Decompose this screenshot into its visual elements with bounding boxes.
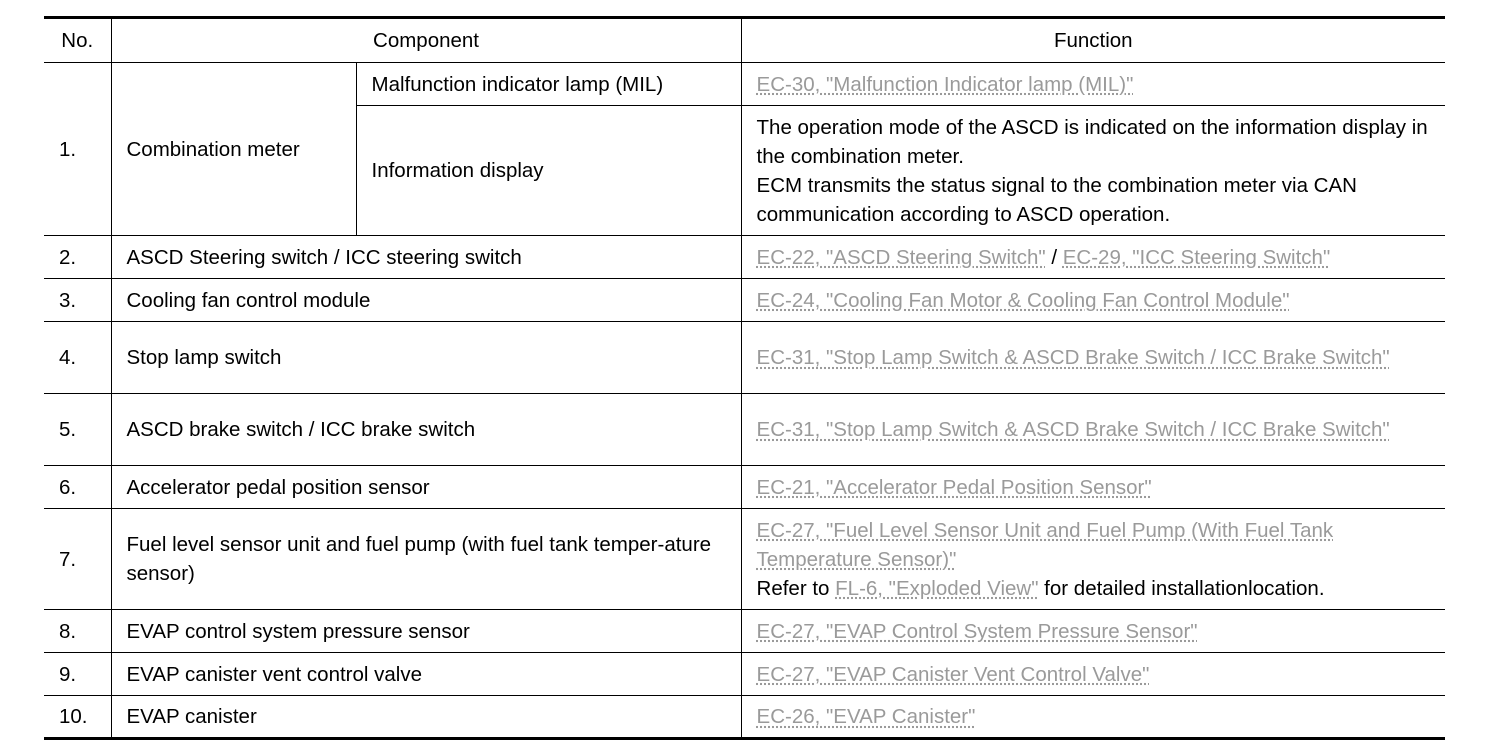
component-name: EVAP canister [111,696,741,739]
row-number: 3. [44,279,111,322]
component-name: EVAP canister vent control valve [111,653,741,696]
row-number: 9. [44,653,111,696]
row-number: 8. [44,610,111,653]
reference-link[interactable]: EC-31, "Stop Lamp Switch & ASCD Brake Switch / ICC Brake Switch" [756,418,1390,441]
reference-link[interactable]: EC-27, "EVAP Control System Pressure Sensor" [756,619,1198,643]
table-row [44,279,1445,322]
function-cell [741,696,1445,739]
reference-link[interactable]: EC-24, "Cooling Fan Motor & Cooling Fan Control Module" [756,288,1290,312]
reference-link[interactable]: EC-26, "EVAP Canister" [756,705,976,728]
reference-link[interactable]: EC-21, "Accelerator Pedal Position Sensor" [756,475,1152,499]
component-name: ASCD brake switch / ICC brake switch [111,394,741,466]
function-cell [741,279,1445,322]
header-component: Component [111,18,741,63]
row-number: 7. [44,509,111,610]
row-number: 4. [44,322,111,394]
table-row [44,610,1445,653]
table-header-row [44,18,1445,63]
reference-link[interactable]: EC-31, "Stop Lamp Switch & ASCD Brake Switch / ICC Brake Switch" [756,346,1390,369]
row-number: 10. [44,696,111,739]
function-description: ECM transmits the status signal to the combination meter via CAN communication according to ASCD operation. [756,173,1357,226]
reference-link[interactable]: FL-6, "Exploded View" [835,576,1039,600]
function-cell [741,63,1445,106]
table-row [44,394,1445,466]
subcomponent-name: Malfunction indicator lamp (MIL) [356,63,741,106]
table-row [44,236,1445,279]
component-name: Fuel level sensor unit and fuel pump (with fuel tank temper-ature sensor) [111,509,741,610]
component-name: Stop lamp switch [111,322,741,394]
row-number: 5. [44,394,111,466]
refer-prefix: Refer to [756,576,836,600]
reference-link[interactable]: EC-30, "Malfunction Indicator lamp (MIL)" [756,72,1134,96]
reference-link[interactable]: EC-27, "EVAP Canister Vent Control Valve" [756,662,1150,686]
link-separator: / [1045,245,1063,269]
reference-link[interactable]: EC-29, "ICC Steering Switch" [1062,245,1331,269]
component-name: Cooling fan control module [111,279,741,322]
component-function-table [44,16,1445,740]
table-row [44,63,1445,106]
function-cell [741,610,1445,653]
component-name: EVAP control system pressure sensor [111,610,741,653]
row-number: 1. [44,63,111,236]
reference-link[interactable]: EC-27, "Fuel Level Sensor Unit and Fuel Pump (With Fuel Tank Temperature Sensor)" [756,518,1334,571]
table-row [44,509,1445,610]
table-row [44,466,1445,509]
function-cell [741,466,1445,509]
table-row [44,322,1445,394]
function-cell [741,653,1445,696]
table-row [44,696,1445,739]
function-description: The operation mode of the ASCD is indicated on the information display in the combination meter. [756,115,1428,168]
function-cell [741,322,1445,394]
function-cell [741,106,1445,236]
table-row [44,653,1445,696]
header-function: Function [741,18,1445,63]
component-name: Combination meter [111,63,356,236]
component-name: Accelerator pedal position sensor [111,466,741,509]
component-name: ASCD Steering switch / ICC steering switch [111,236,741,279]
header-no: No. [44,18,111,63]
row-number: 2. [44,236,111,279]
function-cell [741,236,1445,279]
function-cell [741,394,1445,466]
refer-suffix: for detailed installationlocation. [1038,576,1325,600]
subcomponent-name: Information display [356,106,741,236]
function-cell [741,509,1445,610]
row-number: 6. [44,466,111,509]
reference-link[interactable]: EC-22, "ASCD Steering Switch" [756,245,1046,269]
